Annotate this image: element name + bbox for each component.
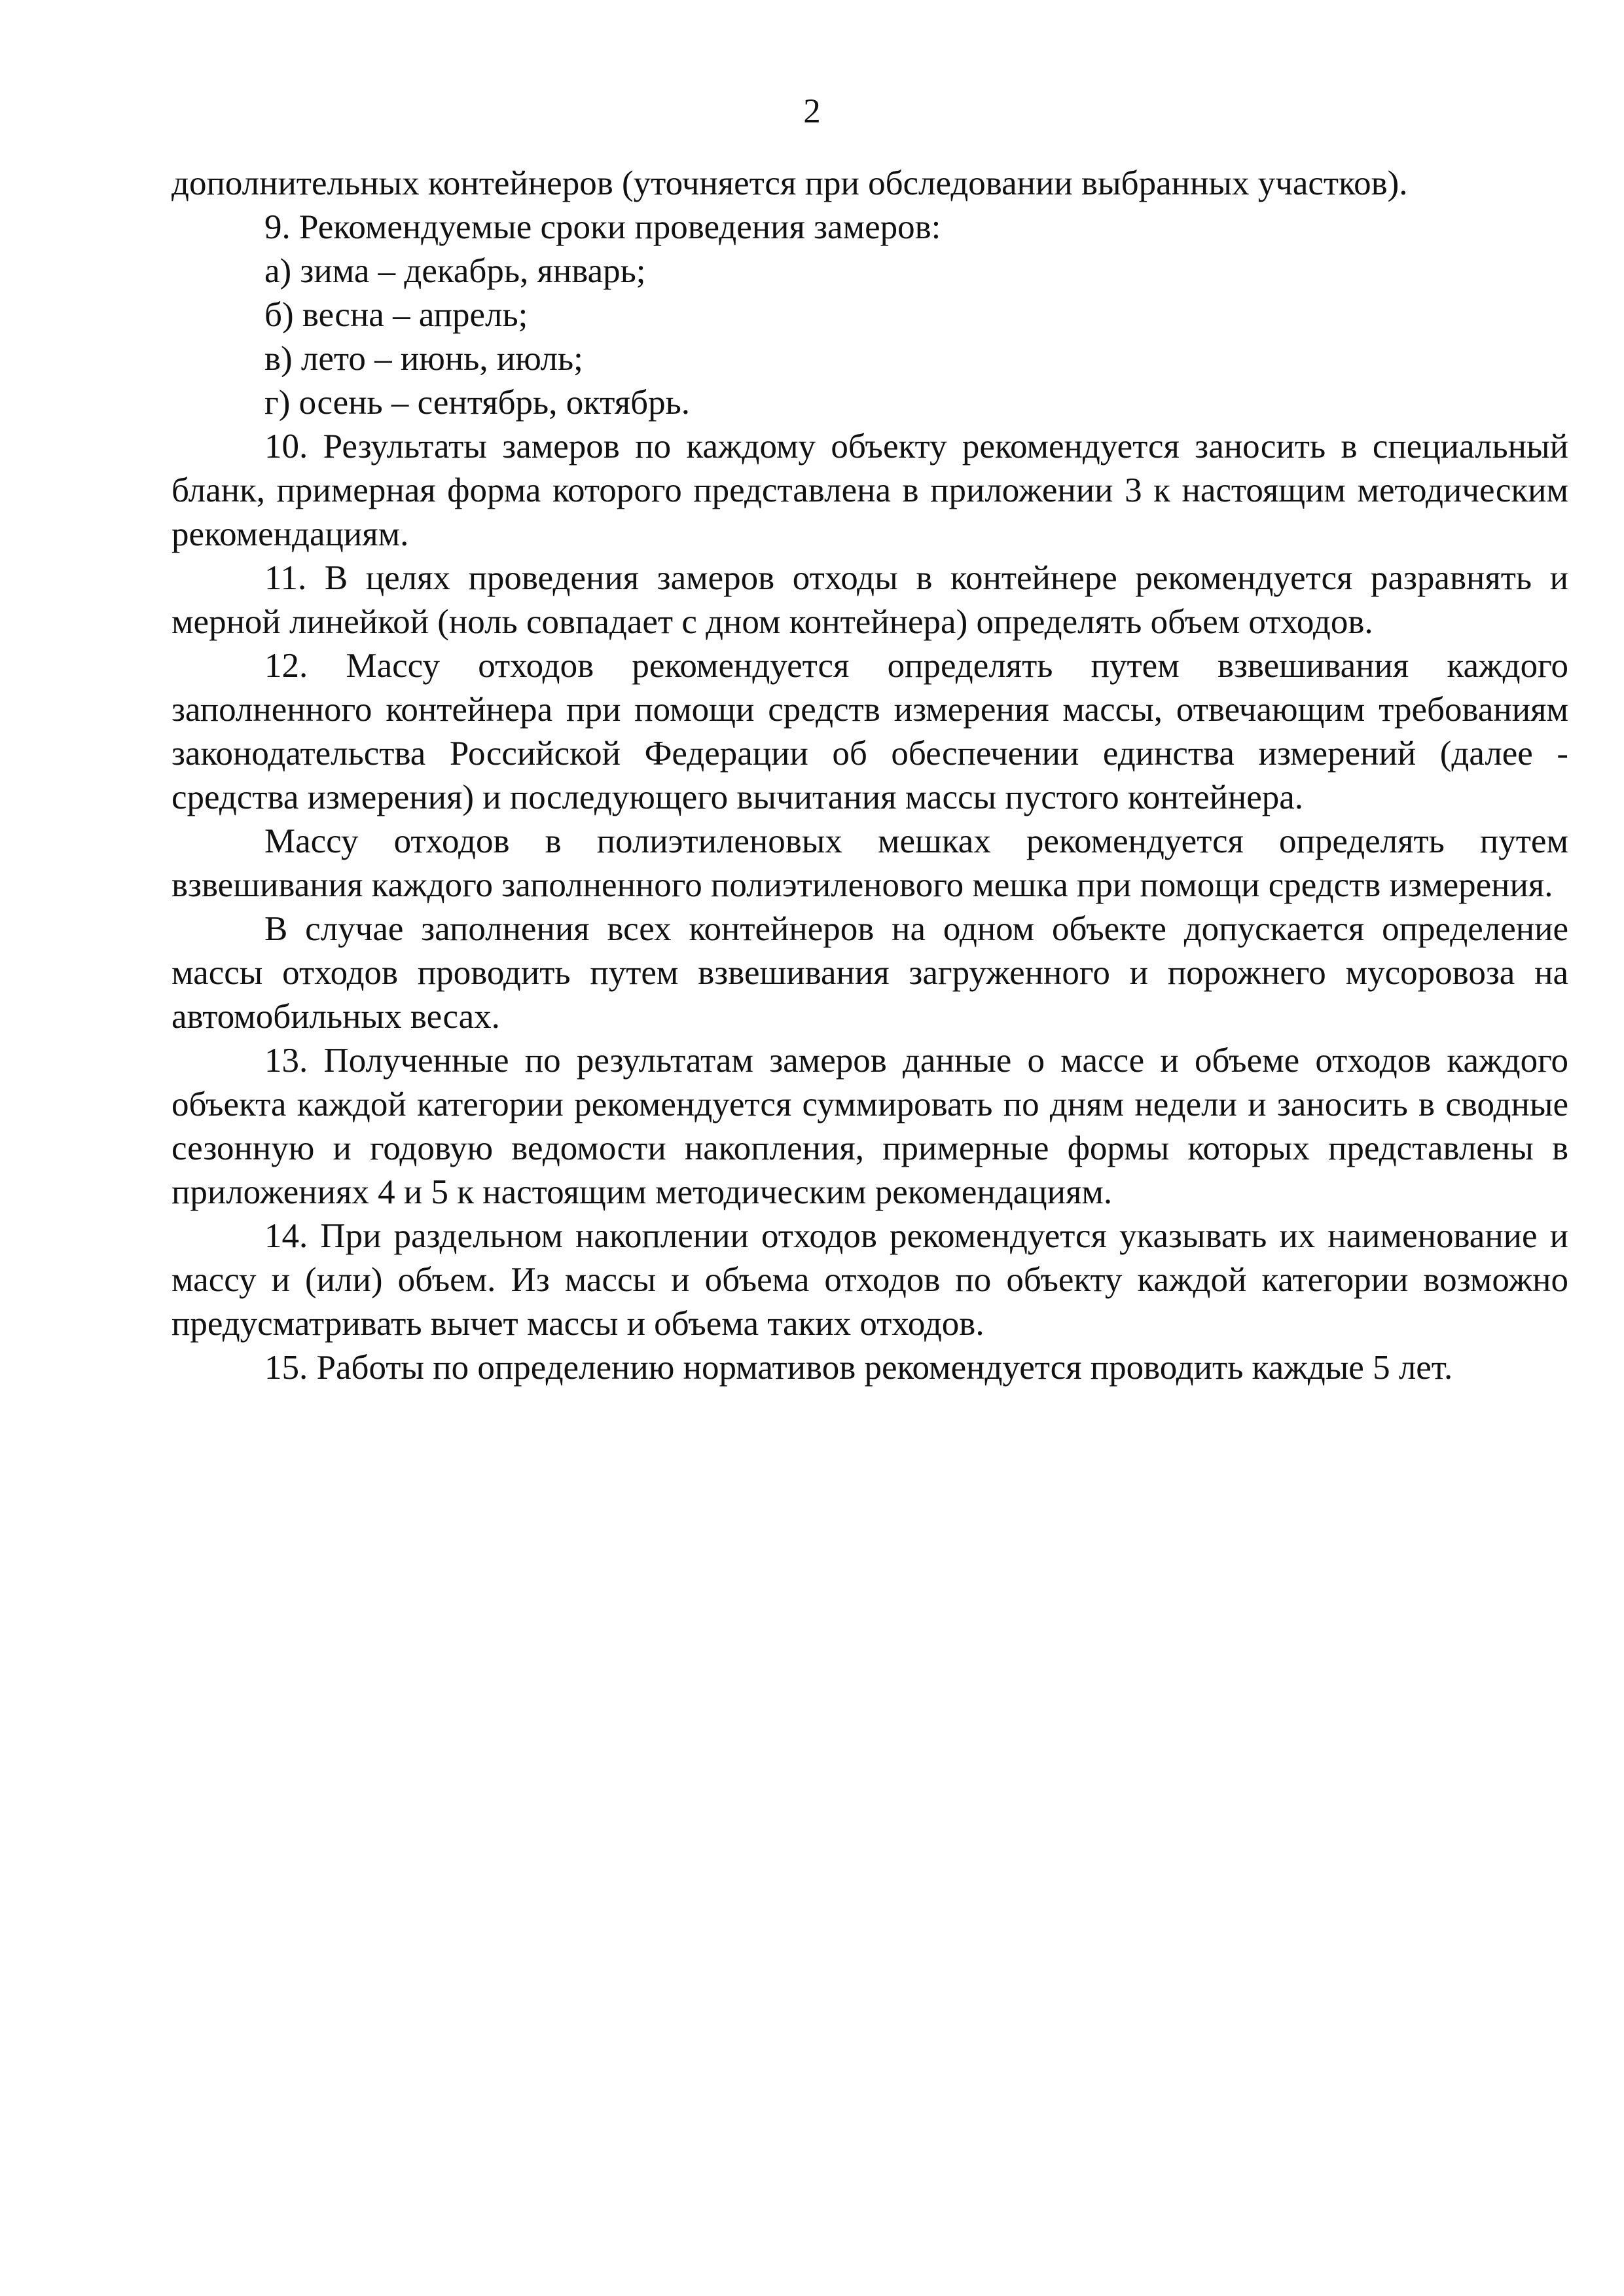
paragraph-item-9: 9. Рекомендуемые сроки проведения замеров: [264, 208, 941, 246]
paragraph-bags-mass: Массу отходов в полиэтиленовых мешках рекомендуется определять путем взвешивания каждого заполненного полиэтиленового мешка при помощи средств измерения. [171, 822, 1568, 904]
page-number: 2 [803, 92, 821, 130]
paragraph-item-10: 10. Результаты замеров по каждому объекту рекомендуется заносить в специальный бланк, примерная форма которого представлена в приложении 3 к настоящим методическим рекомендациям. [171, 428, 1568, 553]
paragraph-item-13: 13. Полученные по результатам замеров данные о массе и объеме отходов каждого объекта каждой категории рекомендуется суммировать по дням недели и заносить в сводные сезонную и годовую ведомости накопления, примерные формы которых представлены в приложениях 4 и 5 к настоящим методическим рекомендациям. [171, 1042, 1568, 1211]
paragraph-truck-weighing: В случае заполнения всех контейнеров на одном объекте допускается определение массы отходов проводить путем взвешивания загруженного и порожнего мусоровоза на автомобильных весах. [171, 910, 1568, 1036]
list-item-spring: б) весна – апрель; [264, 296, 528, 334]
paragraph-item-14: 14. При раздельном накоплении отходов рекомендуется указывать их наименование и массу и (или) объем. Из массы и объема отходов по объекту каждой категории возможно предусматривать вычет массы и объема таких отходов. [171, 1217, 1568, 1343]
paragraph-item-11: 11. В целях проведения замеров отходы в контейнере рекомендуется разравнять и мерной линейкой (ноль совпадает с дном контейнера) определять объем отходов. [171, 559, 1568, 641]
paragraph-item-15: 15. Работы по определению нормативов рекомендуется проводить каждые 5 лет. [264, 1349, 1453, 1387]
list-item-winter: а) зима – декабрь, январь; [264, 252, 646, 290]
paragraph-continuation: дополнительных контейнеров (уточняется при обследовании выбранных участков). [171, 164, 1408, 202]
document-body [171, 162, 1568, 1390]
list-item-summer: в) лето – июнь, июль; [264, 340, 583, 378]
list-item-autumn: г) осень – сентябрь, октябрь. [264, 384, 691, 422]
paragraph-item-12: 12. Массу отходов рекомендуется определять путем взвешивания каждого заполненного контейнера при помощи средств измерения массы, отвечающим требованиям законодательства Российской Федерации об обеспечении единства измерений (далее - средства измерения) и последующего вычитания массы пустого контейнера. [171, 647, 1568, 816]
